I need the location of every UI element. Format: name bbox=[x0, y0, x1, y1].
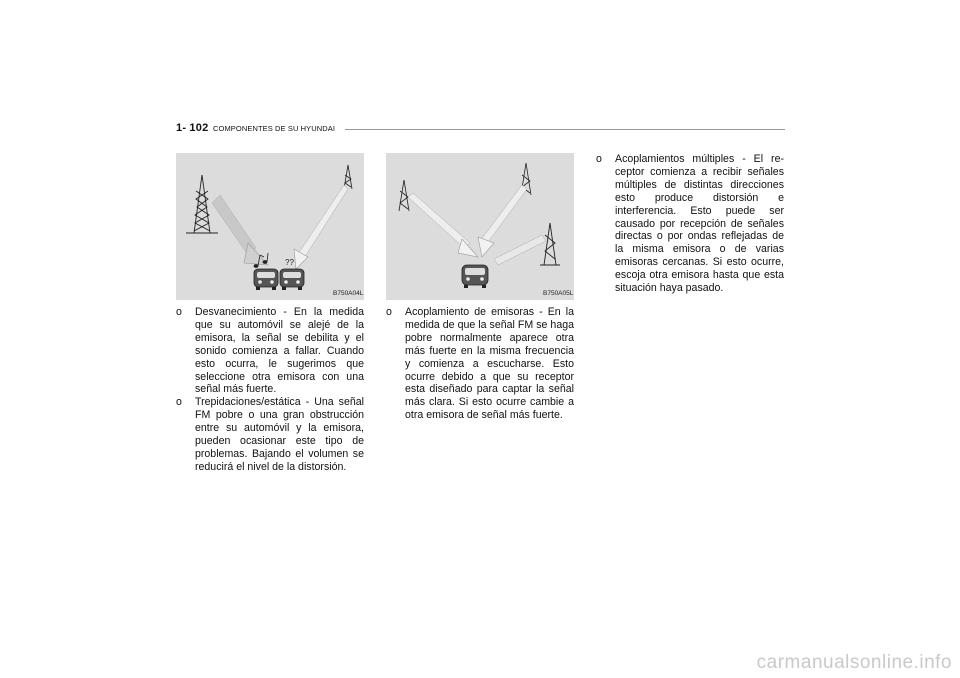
column-middle bbox=[386, 306, 574, 422]
paragraph-fading: Desvanecimiento - En la medida que su automóvil se alejé de la emisora, la señal se debilita y el sonido comienza a fallar. Cuando esto ocurra, le sugerimos que seleccione otra emisora con una señal más fuerte. bbox=[195, 306, 364, 396]
column-right bbox=[596, 153, 784, 295]
paragraph-static: Trepidaciones/estática - Una señal FM pobre o una gran obstrucción entre su automóvil y la emisora, pueden ocasionar este tipo de problemas. Bajando el volumen se reducirá el nivel de la distorsión. bbox=[195, 396, 364, 473]
transmission-tower-icon bbox=[540, 223, 560, 265]
transmission-tower-icon bbox=[399, 180, 409, 211]
capture-illustration bbox=[386, 153, 574, 300]
paragraph-multipath: Acoplamientos múltiples - El re-ceptor comienza a recibir señales múltiples de distintas direcciones esto produce distorsión e interferencia. Esto puede ser causado por recepción de señales directas o por ondas reflejadas de la misma emisora o de varias emisoras cercanas. Si esto ocurre, escoja otra emisora hasta que esta situación haya pasado. bbox=[615, 153, 784, 295]
page-header bbox=[170, 120, 785, 136]
question-marks: ?? bbox=[285, 258, 294, 267]
column-left bbox=[176, 306, 364, 474]
signal-beam bbox=[408, 185, 546, 265]
page-number: 1- 102 bbox=[176, 122, 209, 134]
car-icon bbox=[462, 265, 488, 288]
chapter-title: COMPONENTES DE SU HYUNDAI bbox=[213, 124, 336, 133]
paragraph-capture: Acoplamiento de emisoras - En la medida de que la señal FM se haga pobre normalmente aparece otra más fuerte en la misma frecuencia y comienza a escucharse. Esto ocurre debido a que su receptor esta diseñado para captar la señal más clara. Si esto ocurre cambie a otra emisora de señal más fuerte. bbox=[405, 306, 574, 422]
bullet: o bbox=[176, 306, 182, 318]
bullet: o bbox=[176, 396, 182, 409]
list-item bbox=[596, 153, 784, 295]
transmission-tower-icon bbox=[344, 165, 352, 189]
watermark: carmanualsonline.info bbox=[756, 652, 952, 673]
car-icon bbox=[254, 269, 278, 290]
car-icon bbox=[280, 269, 304, 290]
fading-illustration bbox=[176, 153, 364, 300]
signal-beam bbox=[212, 185, 348, 269]
list-item bbox=[176, 396, 364, 473]
list-item bbox=[386, 306, 574, 422]
header-rule bbox=[345, 129, 785, 130]
bullet: o bbox=[386, 306, 392, 318]
figure-code: B750A04L bbox=[333, 290, 364, 297]
figure-fading bbox=[176, 153, 364, 300]
figure-code: B750A05L bbox=[543, 290, 574, 297]
list-item bbox=[176, 306, 364, 396]
bullet: o bbox=[596, 153, 602, 165]
figure-capture bbox=[386, 153, 574, 300]
